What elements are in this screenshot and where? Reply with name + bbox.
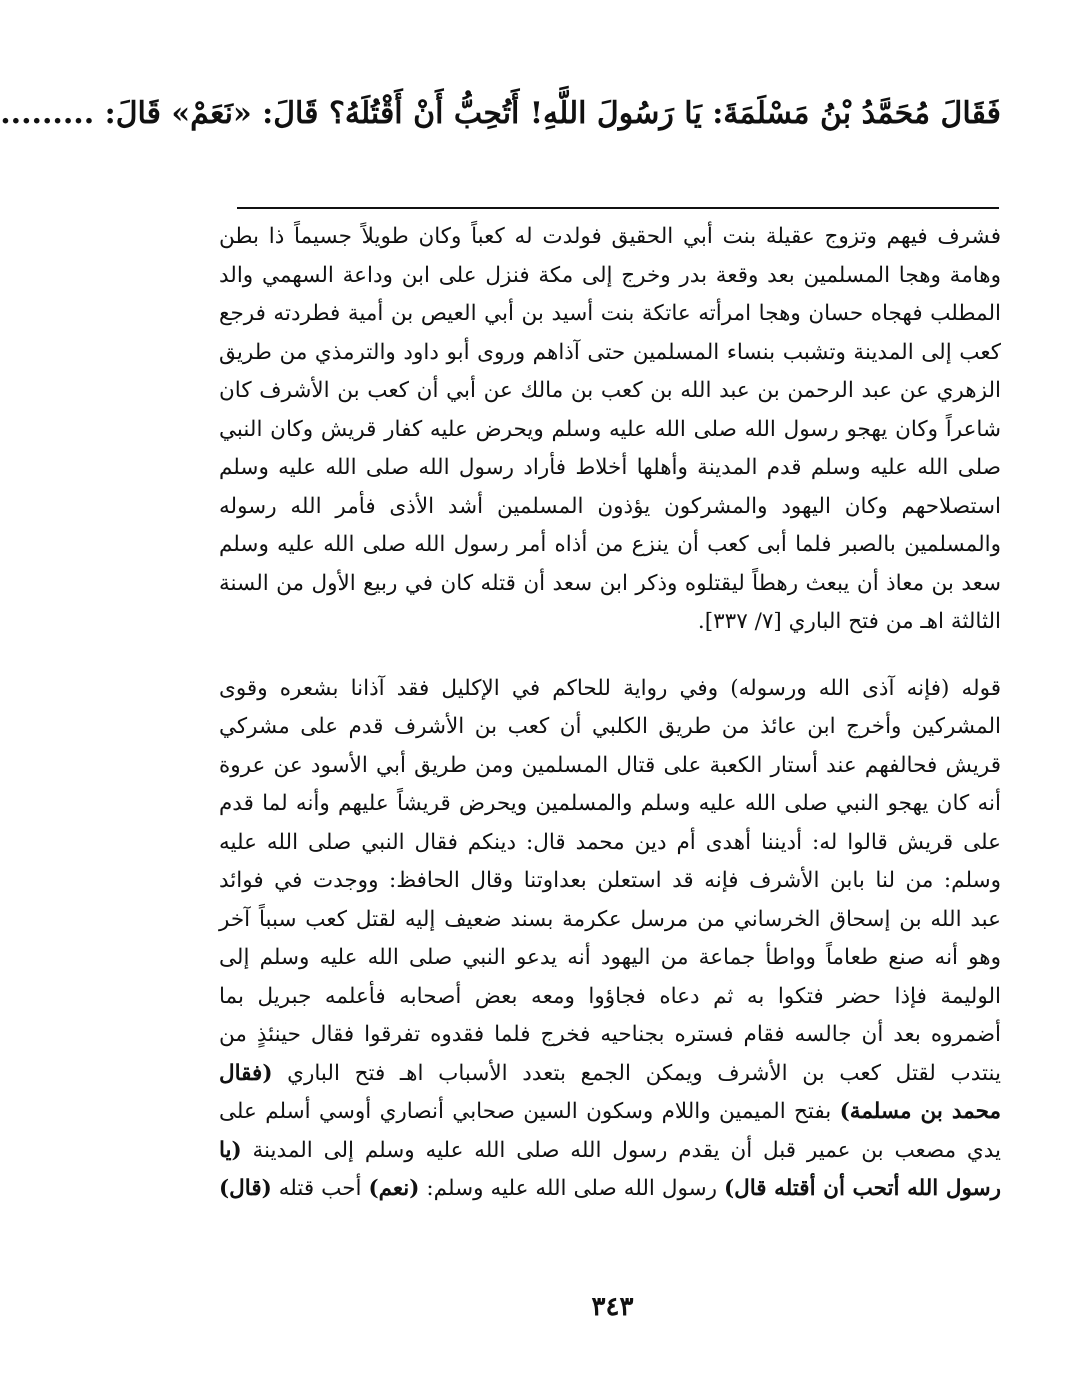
matn-quote: رسول الله أتحب أن أقتله قال) <box>723 1176 1001 1201</box>
matn-quote: (يا <box>219 1137 242 1163</box>
matn-quote: (نعم) <box>368 1176 420 1201</box>
text-line: شاعراً وكان يهجو رسول الله صلى الله عليه وسلم ويحرض عليه كفار قريش وكان النبي <box>219 416 1001 442</box>
page-number: ٣٤٣ <box>591 1292 634 1322</box>
text-line: أضمروه بعد أن جالسه فقام فستره بجناحيه فخرج فلما فقدوه تفرقوا فقال حينئذٍ من <box>219 1022 1001 1047</box>
text-line: عبد الله بن إسحاق الخرساني من مرسل عكرمة بسند ضعيف إليه لقتل كعب سبباً آخر <box>219 906 1001 932</box>
text-line: وسلم: من لنا بابن الأشرف فإنه قد استعلن بعداوتنا وقال الحافظ: ووجدت في فوائد <box>219 868 1001 893</box>
text-line <box>219 1132 1001 1171</box>
matn-quote: (فقال <box>219 1060 273 1086</box>
text-line: وهو أنه صنع طعاماً وواطأ جماعة من اليهود أنه يدعو النبي صلى الله عليه وسلم إلى <box>219 945 1001 970</box>
text-segment: رسول الله صلى الله عليه وسلم: <box>426 1176 717 1201</box>
separator-rule <box>237 207 999 209</box>
text-line: الزهري عن عبد الرحمن بن عبد الله بن كعب بن مالك عن أبي أن كعب بن الأشرف كان <box>219 378 1001 403</box>
text-line: المشركين وأخرج ابن عائذ من طريق الكلبي أن كعب بن الأشرف قدم على مشركي <box>219 714 1001 739</box>
commentary-body <box>219 218 1001 1209</box>
text-segment: بفتح الميمين واللام وسكون السين صحابي أنصاري أوسي أسلم على <box>219 1099 832 1124</box>
text-line: صلى الله عليه وسلم قدم المدينة وأهلها أخلاط فأراد رسول الله صلى الله عليه وسلم <box>219 455 1001 480</box>
text-line: أنه كان يهجو النبي صلى الله عليه وسلم والمسلمين ويحرض قريشاً عليهم وأنه لما قدم <box>219 791 1001 816</box>
text-line: قوله (فإنه آذى الله ورسوله) وفي رواية للحاكم في الإكليل فقد آذانا بشعره وقوى <box>219 675 1001 701</box>
text-line: على قريش قالوا له: أديننا أهدى أم دين محمد قال: دينكم فقال النبي صلى الله عليه <box>219 829 1001 855</box>
text-line: الثالثة اهـ من فتح الباري [٧/ ٣٣٧]. <box>697 609 1001 634</box>
text-line <box>219 1093 1001 1132</box>
commentary-paragraph-1 <box>219 218 1001 642</box>
matn-quote: محمد بن مسلمة) <box>839 1099 1002 1124</box>
text-segment: أحب قتله <box>278 1176 362 1201</box>
text-line: قريش فحالفهم عند أستار الكعبة على قتال المسلمين ومن طريق أبي الأسود عن عروة <box>219 752 1001 778</box>
text-line <box>219 1170 1001 1209</box>
text-line <box>219 1055 1001 1094</box>
text-line: فشرف فيهم وتزوج عقيلة بنت أبي الحقيق فولدت له كعباً وكان طويلاً جسيماً ذا بطن <box>219 224 1001 249</box>
commentary-paragraph-2 <box>219 670 1001 1209</box>
text-line: سعد بن معاذ أن يبعث رهطاً ليقتلوه وذكر ابن سعد أن قتله كان في ربيع الأول من السنة <box>219 570 1001 596</box>
text-segment: يدي مصعب بن عمير قبل أن يقدم رسول الله صلى الله عليه وسلم إلى المدينة <box>252 1137 1001 1163</box>
text-line: استصلاحهم وكان اليهود والمشركون يؤذون المسلمين أشد الأذى فأمر الله رسوله <box>219 493 1001 519</box>
text-line: والمسلمين بالصبر فلما أبى كعب أن ينزع من أذاه أمر رسول الله صلى الله عليه وسلم <box>219 532 1001 557</box>
text-line: الوليمة فإذا حضر فتكوا به ثم دعاه فجاؤوا ومعه بعض أصحابه فأعلمه جبريل بما <box>219 983 1001 1009</box>
text-segment: ينتدب لقتل كعب بن الأشرف ويمكن الجمع بتعدد الأسباب اهـ فتح الباري <box>287 1060 1001 1086</box>
text-line: المطلب فهجاه حسان وهجا امرأته عاتكة بنت أسيد بن أبي العيص بن أمية فطردته فرجع <box>219 301 1001 326</box>
text-line: وهامة وهجا المسلمين بعد وقعة بدر وخرج إلى مكة فنزل على ابن وداعة السهمي والد <box>219 262 1001 288</box>
text-line: كعب إلى المدينة وتشبب بنساء المسلمين حتى آذاهم وروى أبو داود والترمذي من طريق <box>219 339 1001 365</box>
matn-quote: (قال) <box>219 1176 272 1201</box>
hadith-text: فَقَالَ مُحَمَّدُ بْنُ مَسْلَمَةَ: يَا رَسُولَ اللَّهِ! أَتُحِبُّ أَنْ أَقْتُلَهُ؟ قَالَ: «نَعَمْ» قَالَ: ......... <box>0 96 1001 131</box>
